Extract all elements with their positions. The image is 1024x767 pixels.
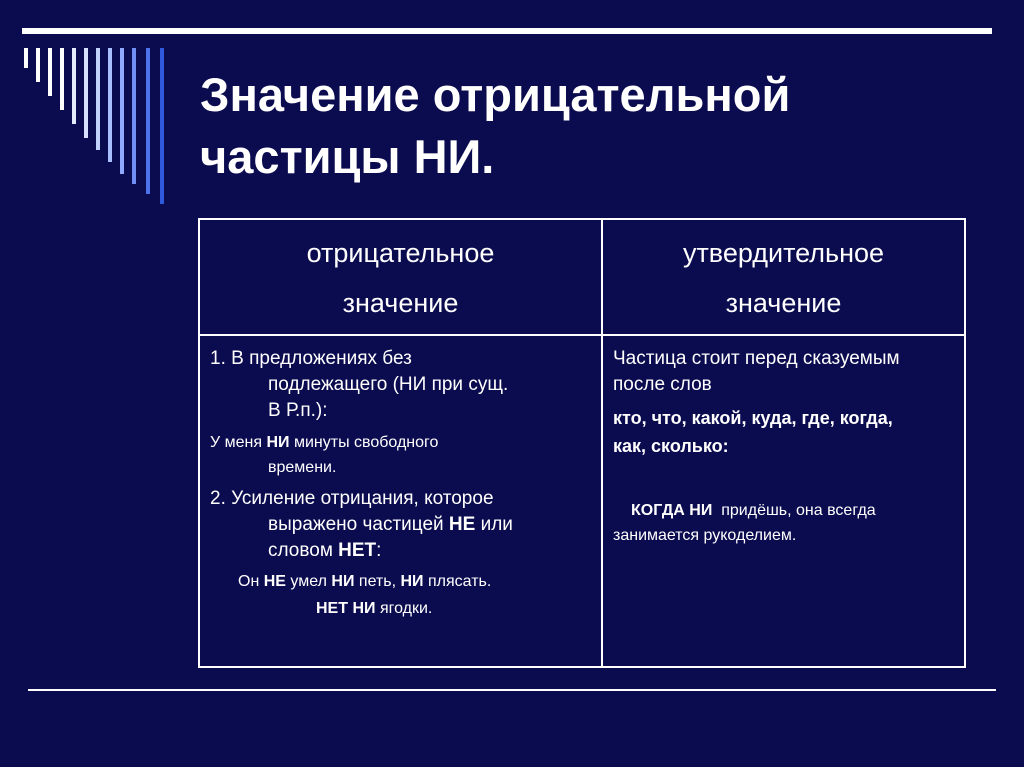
- stripe: [36, 48, 40, 82]
- rule-text: словом: [268, 540, 339, 561]
- example-keyword: НЕТ НИ: [316, 600, 376, 617]
- stripe: [48, 48, 52, 96]
- bottom-rule: [28, 689, 996, 691]
- header-text: утвердительное: [682, 238, 885, 268]
- example-text: умел: [285, 573, 332, 590]
- stripe: [160, 48, 164, 204]
- example-affirmative: [613, 498, 954, 548]
- example-text: ягодки.: [375, 600, 433, 617]
- rule-1: [210, 346, 591, 424]
- rule-text: В предложениях без: [231, 348, 412, 369]
- example-text: времени.: [268, 459, 337, 476]
- example-text: Он: [238, 573, 264, 590]
- trigger-words: [613, 404, 954, 460]
- example-keyword: НЕ: [263, 573, 286, 590]
- stripe: [108, 48, 112, 162]
- header-text: значение: [342, 288, 459, 318]
- rule-keyword: НЕТ: [338, 540, 377, 561]
- stripe: [132, 48, 136, 184]
- header-affirmative: [602, 219, 965, 335]
- header-text: значение: [725, 288, 842, 318]
- slide-title: [200, 64, 980, 188]
- stripe: [24, 48, 28, 68]
- rule-text: выражено частицей: [268, 514, 449, 535]
- meaning-table: [198, 218, 966, 668]
- example-keyword: НИ: [400, 573, 424, 590]
- rule-text: Частица стоит перед сказуемым: [613, 348, 900, 369]
- example-text: занимается рукоделием.: [613, 527, 797, 544]
- table-body-row: [199, 335, 965, 667]
- example-2: [210, 568, 591, 595]
- top-rule: [22, 28, 992, 34]
- stripe: [96, 48, 100, 150]
- stripe: [84, 48, 88, 138]
- rule-affirmative: [613, 346, 954, 398]
- rule-number: 1.: [210, 348, 226, 369]
- title-line: частицы НИ.: [200, 130, 495, 183]
- example-keyword: КОГДА НИ: [631, 502, 713, 519]
- cell-negative: [199, 335, 602, 667]
- title-line: Значение отрицательной: [200, 68, 791, 121]
- trigger-words-text: как, сколько:: [613, 436, 729, 456]
- stripe: [146, 48, 150, 194]
- example-text: петь,: [354, 573, 401, 590]
- example-text: минуты свободного: [289, 434, 439, 451]
- header-text: отрицательное: [306, 238, 495, 268]
- table-header-row: [199, 219, 965, 335]
- stripe: [72, 48, 76, 124]
- example-text: У меня: [210, 434, 267, 451]
- example-text: придёшь, она всегда: [712, 502, 876, 519]
- rule-text: :: [376, 540, 382, 561]
- rule-text: или: [475, 514, 513, 535]
- rule-text: после слов: [613, 374, 712, 395]
- example-3: [210, 595, 591, 622]
- header-negative: [199, 219, 602, 335]
- trigger-words-text: кто, что, какой, куда, где, когда,: [613, 408, 893, 428]
- rule-text: подлежащего (НИ при сущ.: [268, 374, 509, 395]
- rule-text: В Р.п.):: [268, 400, 328, 421]
- example-1: [210, 430, 591, 480]
- example-text: плясать.: [423, 573, 492, 590]
- rule-2: [210, 486, 591, 564]
- rule-keyword: НЕ: [448, 514, 476, 535]
- rule-text: 2. Усиление отрицания, которое: [210, 488, 494, 509]
- example-keyword: НИ: [266, 434, 290, 451]
- cell-affirmative: [602, 335, 965, 667]
- example-keyword: НИ: [331, 573, 355, 590]
- stripe: [120, 48, 124, 174]
- stripe: [60, 48, 64, 110]
